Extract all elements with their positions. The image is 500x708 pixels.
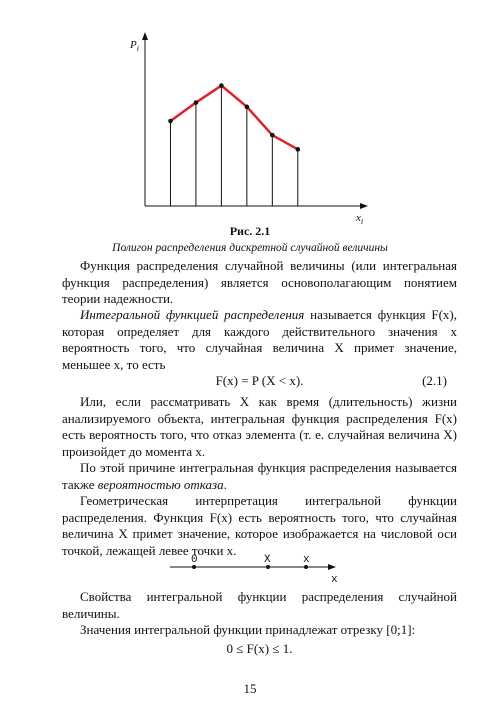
- paragraph-4-end: .: [223, 476, 227, 492]
- data-point-6: [295, 147, 300, 152]
- data-point-4: [245, 105, 250, 110]
- x-axis-label: $x_i$: [356, 212, 364, 226]
- figure-caption: Рис. 2.1: [229, 224, 271, 238]
- formula-2-1: [62, 373, 457, 390]
- number-line-axis-label: x: [331, 574, 338, 586]
- label-x: x: [303, 554, 310, 566]
- chart-axes: [142, 32, 368, 209]
- paragraph-6: Свойства интегральной функции распределения случайной величины.: [62, 589, 457, 621]
- label-zero: 0: [191, 554, 198, 566]
- data-point-3: [219, 83, 224, 88]
- x-axis-arrow: [360, 203, 368, 209]
- y-axis-label: $P_i$: [130, 39, 139, 53]
- label-X: X: [264, 554, 271, 566]
- paragraph-4-start: По этой причине интегральная функция распределения называется также: [62, 460, 457, 492]
- paragraph-2: [62, 307, 457, 373]
- data-point-2: [194, 100, 199, 105]
- number-line-diagram: [160, 552, 360, 588]
- formula-2: [62, 641, 457, 658]
- paragraph-5: Геометрическая интерпретация интегральной функции распределения. Функция F(x) есть вероятность того, что случайная величина X примет значение, которое изображается на числовой оси точкой, лежащей левее точки x.: [62, 493, 457, 558]
- term-failure-probability: вероятностью отказа: [97, 476, 224, 492]
- paragraph-3: Или, если рассматривать X как время (длительность) жизни анализируемого объекта, интегральная функция распределения F(x) есть вероятность того, что отказ элемента (т. е. случайная величина X) произойдет до момента x.: [62, 394, 457, 459]
- chart-marks: [168, 83, 300, 206]
- paragraph-1: Функция распределения случайной величины (или интегральная функция распределения) является основополагающим понятием теории надежности.: [62, 258, 457, 306]
- formula-2-text: 0 ≤ F(x) ≤ 1.: [226, 641, 293, 656]
- data-point-1: [168, 119, 173, 124]
- paragraph-7: Значения интегральной функции принадлежат отрезку [0;1]:: [80, 622, 416, 637]
- distribution-polygon-chart: [100, 28, 400, 226]
- page-number: 15: [243, 681, 257, 696]
- number-line-arrow: [328, 564, 336, 570]
- paragraph-4: [62, 460, 457, 493]
- y-axis-arrow: [142, 32, 148, 40]
- polygon-line: [170, 86, 297, 150]
- paragraph-2-rest: называется функция F(x), которая определяет для каждого действительного значения x вероятность того, что случайная величина X примет значение, меньшее x, то есть: [62, 307, 457, 372]
- formula-2-1-number: (2.1): [422, 373, 447, 388]
- formula-2-1-text: F(x) = P (X < x).: [215, 373, 304, 388]
- data-point-5: [270, 133, 275, 138]
- term-integral-function: Интегральной функцией распределения: [80, 307, 305, 322]
- figure-subcaption: Полигон распределения дискретной случайной величины: [112, 242, 388, 254]
